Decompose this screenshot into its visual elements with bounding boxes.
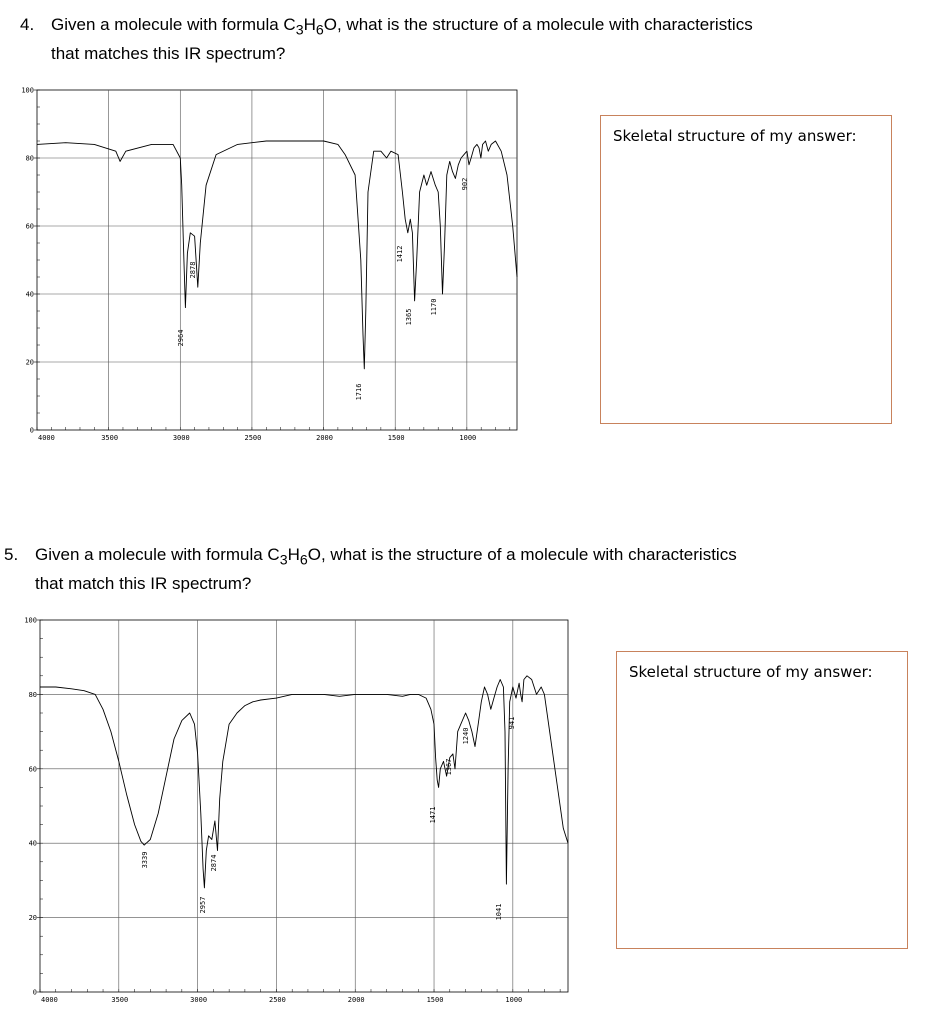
ir-spectrum-chart-2 — [0, 610, 590, 1020]
y-tick-label: 0 — [32, 988, 37, 997]
peak-label: 3339 — [141, 851, 149, 869]
x-tick-label: 1500 — [387, 434, 405, 442]
x-tick-label: 4000 — [38, 434, 55, 442]
peak-label: 1365 — [405, 308, 413, 326]
y-tick-label: 20 — [28, 914, 37, 923]
answer-box-5[interactable] — [616, 651, 908, 949]
peak-label: 1412 — [396, 245, 404, 263]
y-tick-label: 100 — [21, 86, 34, 95]
peak-label: 1471 — [429, 806, 437, 824]
x-tick-label: 1500 — [426, 996, 444, 1004]
question-4 — [20, 13, 920, 65]
y-tick-label: 20 — [25, 358, 34, 367]
y-tick-label: 80 — [28, 690, 37, 699]
x-tick-label: 3000 — [172, 434, 190, 442]
question-text-line2: that match this IR spectrum? — [35, 574, 252, 594]
x-tick-label: 3500 — [101, 434, 119, 442]
y-tick-label: 40 — [25, 290, 34, 299]
peak-label: 941 — [508, 716, 516, 730]
peak-label: 1367 — [445, 758, 453, 776]
peak-label: 2874 — [210, 854, 218, 872]
question-text: Given a molecule with formula $C_3H_6O$, what is the structure of a molecule with characteristics — [51, 15, 753, 39]
y-tick-label: 80 — [25, 154, 34, 163]
x-tick-label: 1000 — [459, 434, 477, 442]
peak-label: 1716 — [355, 383, 363, 401]
peak-label: 1041 — [495, 903, 503, 921]
x-tick-label: 2000 — [347, 996, 365, 1004]
y-tick-label: 60 — [28, 765, 37, 774]
x-tick-label: 2500 — [268, 996, 286, 1004]
y-tick-label: 0 — [29, 426, 34, 435]
spectrum-line — [40, 676, 568, 888]
answer-box-4[interactable] — [600, 115, 892, 424]
ir-spectrum-chart-1 — [0, 80, 560, 470]
peak-label: 1170 — [430, 298, 438, 316]
x-tick-label: 4000 — [41, 996, 58, 1004]
spectrum-line — [37, 141, 517, 369]
peak-label: 2957 — [199, 896, 207, 914]
y-tick-label: 60 — [25, 222, 34, 231]
answer-box-label: Skeletal structure of my answer: — [629, 663, 873, 681]
peak-label: 1240 — [462, 727, 470, 745]
x-tick-label: 3000 — [190, 996, 208, 1004]
y-tick-label: 40 — [28, 839, 37, 848]
question-number: 4. — [20, 15, 35, 34]
question-5 — [4, 543, 924, 595]
peak-label: 2964 — [177, 329, 185, 347]
question-number: 5. — [4, 545, 19, 564]
x-tick-label: 2500 — [244, 434, 262, 442]
x-tick-label: 3500 — [111, 996, 129, 1004]
x-tick-label: 1000 — [505, 996, 523, 1004]
question-text-line2: that matches this IR spectrum? — [51, 44, 286, 64]
peak-label: 2878 — [189, 261, 197, 279]
y-tick-label: 100 — [24, 616, 37, 625]
plot-frame — [40, 620, 568, 992]
peak-label: 902 — [461, 177, 469, 191]
question-text: Given a molecule with formula $C_3H_6O$, what is the structure of a molecule with characteristics — [35, 545, 737, 569]
answer-box-label: Skeletal structure of my answer: — [613, 127, 857, 145]
x-tick-label: 2000 — [316, 434, 333, 442]
